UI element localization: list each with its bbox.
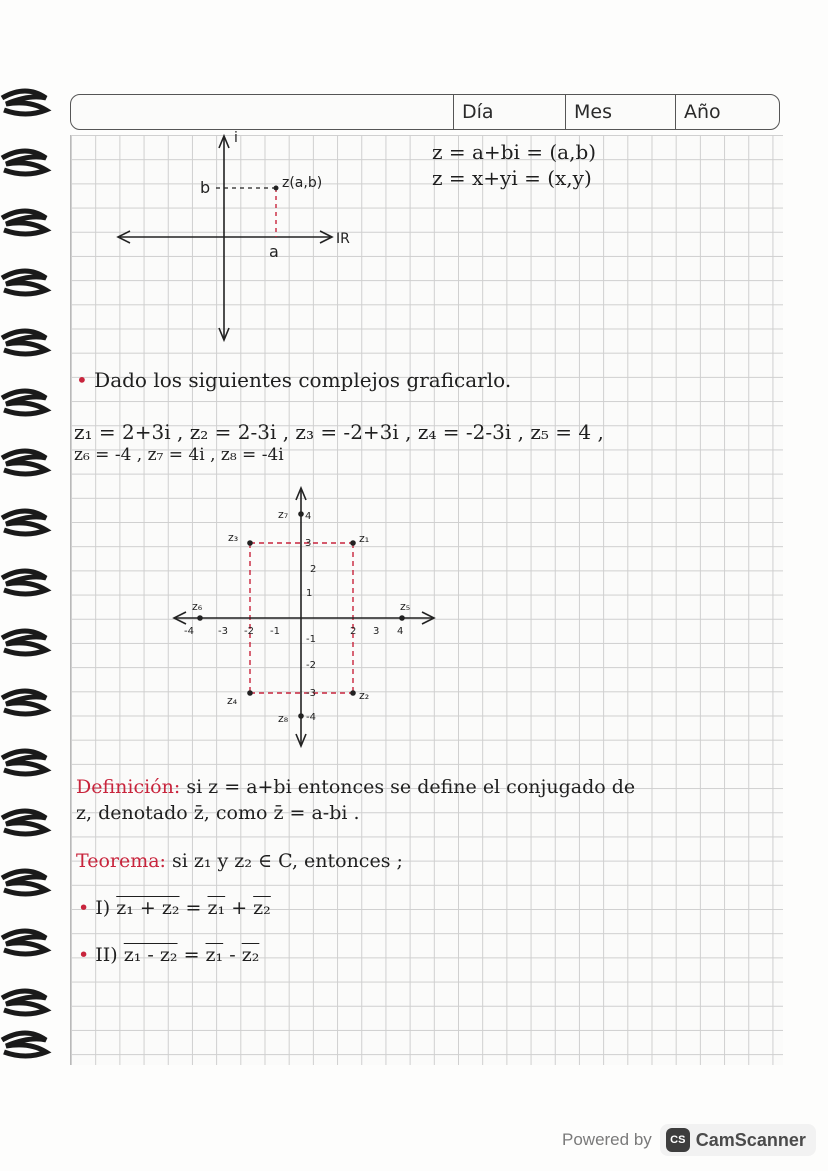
complex-plane-sketch — [100, 120, 380, 350]
tick-y: -4 — [306, 712, 316, 723]
item1-a: z₁ — [207, 897, 226, 919]
definition-line-1 — [76, 776, 635, 798]
form-line-2: z = x+yi = (x,y) — [432, 166, 592, 190]
point-z4 — [247, 690, 253, 696]
tick-x: 4 — [397, 626, 404, 637]
spiral-ring — [0, 88, 52, 118]
theorem-text: si z₁ y z₂ ∈ C, entonces ; — [172, 850, 403, 872]
tick-y: -2 — [306, 660, 316, 671]
spiral-ring — [0, 268, 52, 298]
label-z1: z₁ — [359, 532, 370, 545]
label-z2: z₂ — [359, 689, 370, 702]
powered-by-text: Powered by — [562, 1130, 652, 1149]
point-z6 — [197, 615, 203, 621]
item2-a: z₁ — [205, 944, 224, 966]
dia-label: Día — [453, 95, 565, 129]
item1-op: + — [231, 897, 248, 919]
tick-y: -3 — [306, 688, 316, 699]
spiral-ring — [0, 328, 52, 358]
tick-y: 2 — [310, 564, 317, 575]
spiral-ring — [0, 148, 52, 178]
exercise-prompt-text: Dado los siguientes complejos graficarlo. — [94, 368, 512, 392]
label-z3: z₃ — [228, 531, 239, 544]
exercise-line-2: z₆ = -4 , z₇ = 4i , z₈ = -4i — [74, 445, 284, 465]
tick-x: -2 — [244, 626, 254, 637]
anio-label: Año — [675, 95, 779, 129]
bullet-icon: • — [76, 368, 88, 392]
point-z-label: z(a,b) — [282, 175, 323, 191]
complex-points-graph — [170, 486, 440, 751]
exercise-prompt — [76, 368, 511, 392]
b-label: b — [200, 178, 211, 197]
point-z2 — [350, 690, 356, 696]
spiral-ring — [0, 868, 52, 898]
tick-y: -1 — [306, 634, 316, 645]
bullet-icon: • — [78, 944, 90, 966]
tick-x: -1 — [270, 626, 280, 637]
item2-label: II) — [95, 944, 118, 966]
tick-y: 4 — [305, 511, 312, 522]
tick-x: -3 — [218, 626, 228, 637]
point-z7 — [298, 511, 304, 517]
axis-v-label: i — [234, 130, 238, 146]
spiral-ring — [0, 628, 52, 658]
definition-text-1: si z = a+bi entonces se define el conjugado de — [186, 776, 636, 798]
camscanner-brand: CamScanner — [695, 1129, 806, 1150]
spiral-ring — [0, 208, 52, 238]
definition-line-2: z, denotado z̄, como z̄ = a-bi . — [76, 802, 360, 824]
point-z8 — [298, 713, 304, 719]
spiral-ring — [0, 508, 52, 538]
theorem-item-1 — [78, 897, 271, 919]
point-z1 — [350, 540, 356, 546]
point-z3 — [247, 540, 253, 546]
mes-label: Mes — [565, 95, 675, 129]
item2-op: - — [229, 944, 236, 966]
tick-y: 1 — [306, 588, 313, 599]
theorem-keyword: Teorema: — [76, 850, 166, 872]
spiral-ring — [0, 988, 52, 1018]
label-z8: z₈ — [278, 712, 289, 725]
item2-left: z₁ - z₂ — [123, 944, 178, 966]
spiral-ring — [0, 808, 52, 838]
item1-b: z₂ — [253, 897, 271, 919]
tick-y: 3 — [305, 538, 312, 549]
tick-x: 3 — [373, 626, 380, 637]
label-z7: z₇ — [278, 508, 289, 521]
definition-keyword: Definición: — [76, 776, 181, 798]
tick-x: -4 — [184, 626, 194, 637]
item1-left: z₁ + z₂ — [116, 897, 180, 919]
label-z4: z₄ — [227, 694, 238, 707]
form-line-1: z = a+bi = (a,b) — [432, 140, 597, 164]
camscanner-watermark — [562, 1121, 816, 1159]
camscanner-badge — [660, 1124, 816, 1156]
label-z5: z₅ — [400, 600, 411, 613]
spiral-ring — [0, 568, 52, 598]
spiral-ring — [0, 1030, 52, 1060]
bullet-icon: • — [78, 897, 90, 919]
spiral-ring — [0, 748, 52, 778]
tick-x: 2 — [350, 626, 357, 637]
spiral-ring — [0, 928, 52, 958]
point-z5 — [399, 615, 405, 621]
item1-eq: = — [185, 897, 202, 919]
axis-h-label: IR — [336, 231, 350, 247]
spiral-ring — [0, 448, 52, 478]
camscanner-logo-icon: CS — [666, 1128, 690, 1152]
item1-label: I) — [95, 897, 111, 919]
exercise-line-1: z₁ = 2+3i , z₂ = 2-3i , z₃ = -2+3i , z₄ = -2-3i , z₅ = 4 , — [74, 420, 604, 444]
theorem-line — [76, 850, 403, 872]
theorem-item-2 — [78, 944, 259, 966]
a-label: a — [269, 242, 279, 261]
point-z — [274, 186, 279, 191]
spiral-ring — [0, 388, 52, 418]
spiral-ring — [0, 688, 52, 718]
label-z6: z₆ — [192, 600, 203, 613]
item2-eq: = — [183, 944, 200, 966]
item2-b: z₂ — [241, 944, 260, 966]
